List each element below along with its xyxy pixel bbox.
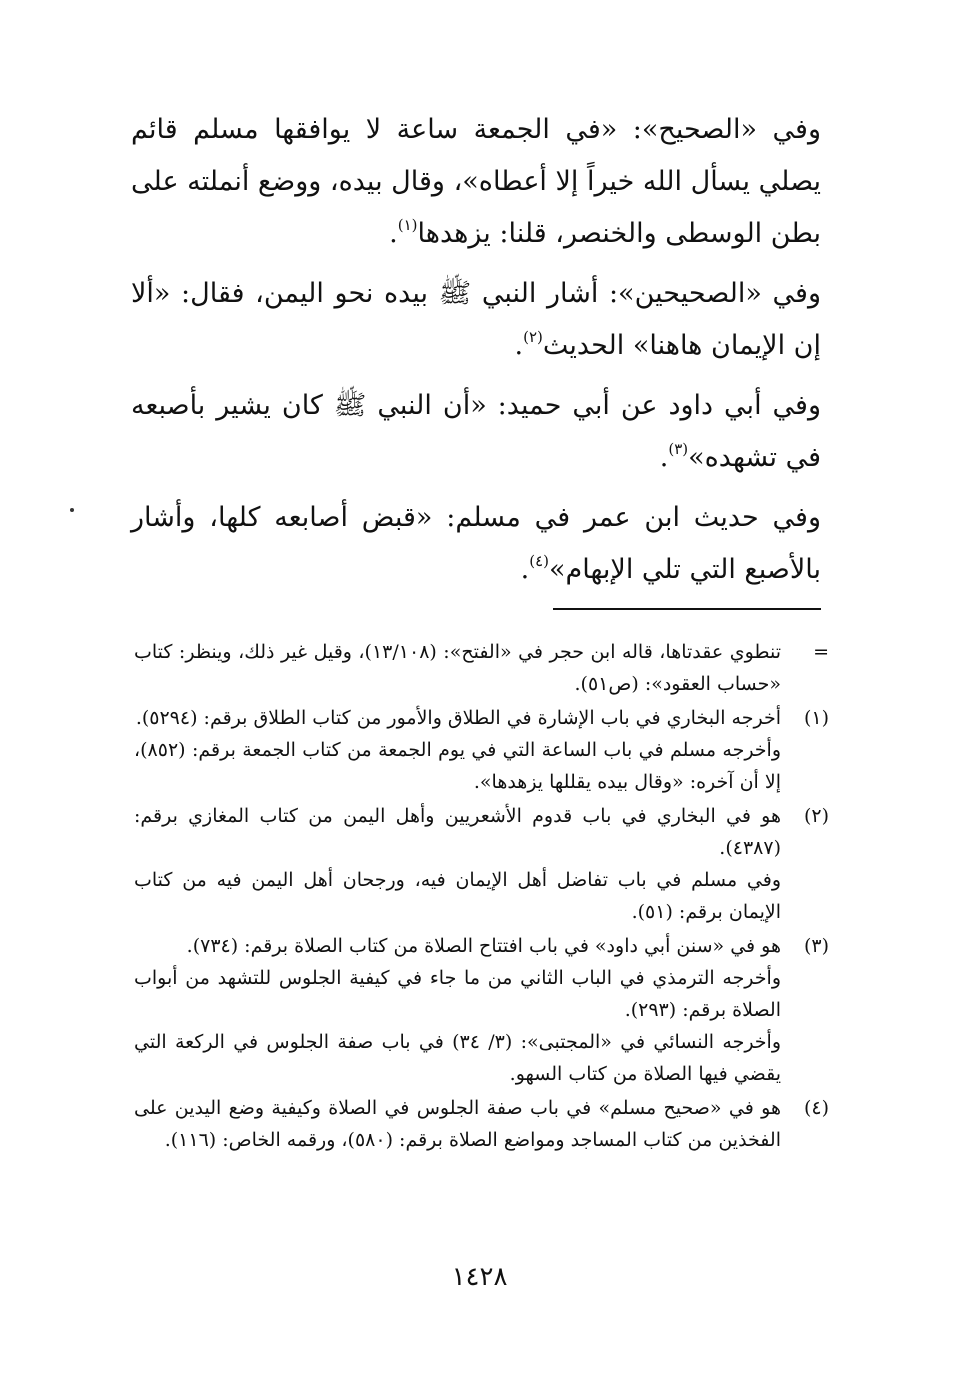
footnote-line: وأخرجه النسائي في «المجتبى»: (٣/ ٣٤) في باب صفة الجلوس في الركعة التي يقضي فيها الصلاة من كتاب السهو. <box>134 1031 782 1085</box>
footnote-line: وأخرجه الترمذي في الباب الثاني من ما جاء في كيفية الجلوس للتشهد من أبواب الصلاة برقم: (٢٩٣). <box>134 967 781 1021</box>
footnote-ref-2: (٢) <box>523 328 543 346</box>
footnotes <box>134 636 829 1158</box>
footnote-ref-3: (٣) <box>668 440 689 458</box>
paragraph-4: وفي حديث ابن عمر في مسلم: «قبض أصابعه كلها، وأشار بالأصبع التي تلي الإبهام»$^{(٤)}$. <box>131 502 821 585</box>
footnote-mark: (٤) <box>803 1097 829 1119</box>
footnote-line: أخرجه البخاري في باب الإشارة في الطلاق والأمور من كتاب الطلاق برقم: (٥٢٩٤). <box>135 707 781 729</box>
main-text <box>131 104 821 604</box>
footnote-1 <box>134 702 829 798</box>
footnote-line: تنطوي عقدتاها، قاله ابن حجر في «الفتح»: (١٣/١٠٨)، وقيل غير ذلك، وينظر: كتاب «حساب العقود»: (ص٥١). <box>134 641 781 695</box>
footnote-3 <box>134 930 829 1090</box>
paragraph-3: وفي أبي داود عن أبي حميد: «أن النبي ﷺ كان يشير بأصبعه في تشهده»$^{(٣)}$. <box>131 390 821 473</box>
footnote-line: هو في «سنن أبي داود» في باب افتتاح الصلاة من كتاب الصلاة برقم: (٧٣٤). <box>186 935 781 957</box>
footnote-mark: (٢) <box>803 805 829 827</box>
footnote-line: وأخرجه مسلم في باب الساعة التي في يوم الجمعة من كتاب الجمعة برقم: (٨٥٢)، إلا أن آخره: «وقال بيده يقللها يزهدها». <box>134 739 781 793</box>
footnote-ref-1: (١) <box>397 216 418 234</box>
footnote-mark: (٣) <box>803 935 829 957</box>
footnote-line: هو في البخاري في باب قدوم الأشعريين وأهل اليمن من كتاب المغازي برقم: (٤٣٨٧). <box>134 805 781 859</box>
scan-speck <box>70 508 74 512</box>
footnote-2 <box>134 800 829 928</box>
footnote-mark: (١) <box>803 707 829 729</box>
footnote-separator <box>553 608 821 610</box>
footnote-4 <box>134 1092 829 1156</box>
footnote-mark: = <box>813 641 829 663</box>
footnote-continued <box>134 636 829 700</box>
footnote-ref-4: (٤) <box>529 552 549 570</box>
footnote-line: هو في «صحيح مسلم» في باب صفة الجلوس في الصلاة وكيفية وضع اليدين على الفخذين من كتاب المساجد ومواضع الصلاة برقم: (٥٨٠)، ورقمه الخاص: (١١٦). <box>134 1097 781 1151</box>
footnote-line: وفي مسلم في باب تفاضل أهل الإيمان فيه، ورجحان أهل اليمن فيه من كتاب الإيمان برقم: (٥١). <box>134 869 781 923</box>
page-number: ١٤٢٨ <box>451 1262 508 1292</box>
paragraph-2: وفي «الصحيحين»: أشار النبي ﷺ بيده نحو اليمن، فقال: «ألا إن الإيمان هاهنا» الحديث$^{(٢)}$. <box>131 278 821 361</box>
paragraph-1: وفي «الصحيح»: «في الجمعة ساعة لا يوافقها مسلم قائم يصلي يسأل الله خيراً إلا أعطاه»، وقال بيده، ووضع أنملته على بطن الوسطى والخنصر، قلنا: يزهدها$^{(١)}$. <box>131 114 821 249</box>
